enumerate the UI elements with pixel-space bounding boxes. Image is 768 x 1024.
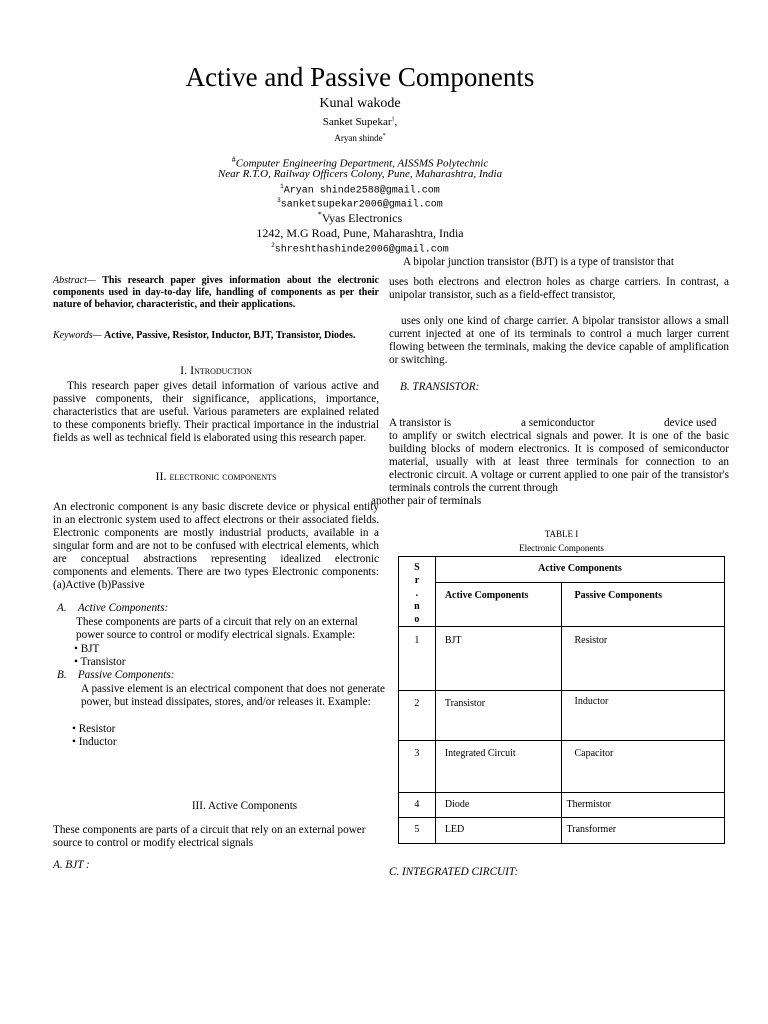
table-header-spanning: Active Components xyxy=(435,557,724,583)
bjt-paragraph-2: uses only one kind of charge carrier. A bipolar transistor allows a small current injected at one of its terminals to control a much larger current flowing between the terminals, making the device capable of amplification or switching. xyxy=(389,315,729,366)
bjt-paragraph-continued: uses both electrons and electron holes as charge carriers. In contrast, a unipolar transistor, such as a field-effect transistor, xyxy=(389,276,729,301)
transistor-paragraph: to amplify or switch electrical signals and power. It is one of the basic building blocks of modern electronics. It is composed of semiconductor material, usually with at least three terminals for connection to an electronic circuit. A voltage or current applied to one pair of the transistor's terminals controls the current through xyxy=(389,430,729,494)
active-components-text: These components are parts of a circuit that rely on an external power source to control or modify electrical signals. Example: xyxy=(76,616,358,641)
bjt-paragraph-first-line: A bipolar junction transistor (BJT) is a type of transistor that xyxy=(403,256,674,268)
table-cell-active: LED xyxy=(435,818,562,844)
section-heading-introduction: I. Introduction xyxy=(180,363,252,377)
table-cell-active: Transistor xyxy=(435,691,562,741)
active-components-section-text: These components are parts of a circuit that rely on an external power source to control or modify electrical signals xyxy=(53,824,366,849)
table-row xyxy=(399,741,725,793)
list-item-transistor: • Transistor xyxy=(74,656,126,668)
section-heading-electronic-components: II. electronic components xyxy=(155,469,277,483)
subsection-passive-components: B. Passive Components: xyxy=(57,669,175,681)
table-cell-passive: Inductor xyxy=(562,691,725,741)
list-item-resistor: • Resistor xyxy=(72,723,116,735)
table-cell-passive: Capacitor xyxy=(562,741,725,793)
affiliation-1-line-1: #Computer Engineering Department, AISSMS Polytechnic xyxy=(231,155,489,170)
affiliation-1-line-2: Near R.T.O, Railway Officers Colony, Pune, Maharashtra, India xyxy=(217,168,503,180)
table-row xyxy=(399,691,725,741)
table-header-row xyxy=(399,583,725,627)
author-name-3: Aryan shinde* xyxy=(334,133,386,143)
subsection-bjt: A. BJT : xyxy=(53,859,90,871)
abstract: Abstract— This research paper gives information about the electronic components used in day-to-day life, handling of components as per their nature of behavior, characteristic, and their applications. xyxy=(53,275,379,310)
table-header-row-top xyxy=(399,557,725,583)
table-cell-passive: Thermistor xyxy=(562,793,725,818)
email-1: $^1$Aryan shinde2588@gmail.com xyxy=(280,183,440,197)
introduction-text: This research paper gives detail information of various active and passive components, their significance, applications, importance, characteristics that are useful. Various parameters are explained related to these components briefly. Their practical importance in the industrial fields as well as technical field is elaborated using this research paper. xyxy=(53,380,379,444)
table-cell-no: 4 xyxy=(399,793,436,818)
table-header-srno: S r . n o xyxy=(399,557,436,627)
subsection-transistor: B. TRANSISTOR: xyxy=(400,381,480,393)
keywords: Keywords— Active, Passive, Resistor, Inductor, BJT, Transistor, Diodes. xyxy=(53,330,356,341)
table-row xyxy=(399,818,725,844)
table-cell-no: 3 xyxy=(399,741,436,793)
table-header-passive: Passive Components xyxy=(562,583,725,627)
table-cell-active: Integrated Circuit xyxy=(435,741,562,793)
table-cell-no: 5 xyxy=(399,818,436,844)
subsection-active-components: A. Active Components: xyxy=(57,602,169,614)
table-cell-passive: Transformer xyxy=(562,818,725,844)
author-name-2: Sanket Supekar$^1$, xyxy=(322,116,398,128)
electronic-components-text: An electronic component is any basic discrete device or physical entity in an electronic system used to affect electrons or their associated fields. Electronic components are mostly industrial products, available in a singular form and are not to be confused with electrical elements, which are conceptual abstractions representing idealized electronic components and elements. There are two types Electronic components: (a)Active (b)Passive xyxy=(53,501,379,591)
table-cell-active: BJT xyxy=(435,627,562,691)
author-name-1: Kunal wakode xyxy=(319,96,401,111)
components-table xyxy=(398,556,725,844)
list-item-inductor: • Inductor xyxy=(72,736,117,748)
transistor-paragraph-last-line: another pair of terminals xyxy=(371,495,482,507)
table-cell-passive: Resistor xyxy=(562,627,725,691)
section-heading-active-components: III. Active Components xyxy=(191,800,298,812)
email-2: $^3$sanketsupekar2006@gmail.com xyxy=(277,197,443,211)
email-3: $^2$shreshthashinde2006@gmail.com xyxy=(271,242,449,256)
table-cell-no: 2 xyxy=(399,691,436,741)
list-item-bjt: • BJT xyxy=(74,643,100,655)
table-row xyxy=(399,627,725,691)
table-caption: Electronic Components xyxy=(519,543,604,553)
table-cell-no: 1 xyxy=(399,627,436,691)
table-cell-active: Diode xyxy=(435,793,562,818)
table-label: TABLE I xyxy=(544,529,579,539)
table-header-active: Active Components xyxy=(435,583,562,627)
affiliation-2-line-2: 1242, M.G Road, Pune, Maharashtra, India xyxy=(256,226,464,240)
passive-components-text: A passive element is an electrical component that does not generate power, but instead dissipates, stores, and/or releases it. Example: xyxy=(81,683,385,708)
table-row xyxy=(399,793,725,818)
affiliation-2-line-1: *Vyas Electronics xyxy=(317,210,403,225)
paper-title: Active and Passive Components xyxy=(185,62,535,92)
subsection-integrated-circuit: C. INTEGRATED CIRCUIT: xyxy=(389,866,519,878)
